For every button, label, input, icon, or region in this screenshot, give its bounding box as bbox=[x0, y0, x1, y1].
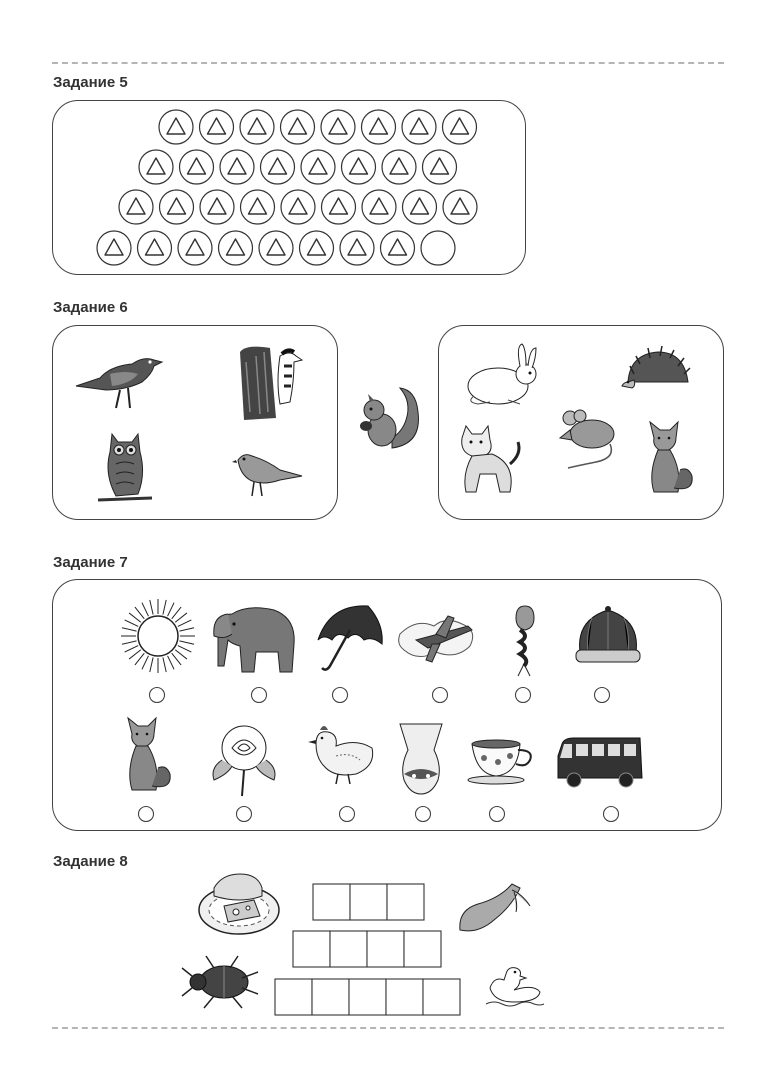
letter-box[interactable] bbox=[349, 979, 386, 1015]
letter-box[interactable] bbox=[330, 931, 367, 967]
letter-box[interactable] bbox=[312, 979, 349, 1015]
letter-box[interactable] bbox=[275, 979, 312, 1015]
letter-box[interactable] bbox=[350, 884, 387, 920]
task8-title: Задание 8 bbox=[53, 853, 128, 870]
task5-title: Задание 5 bbox=[53, 74, 128, 91]
letter-box[interactable] bbox=[293, 931, 330, 967]
letter-box[interactable] bbox=[387, 884, 424, 920]
letter-box[interactable] bbox=[367, 931, 404, 967]
bottom-dashed-divider bbox=[52, 1027, 724, 1029]
letter-box[interactable] bbox=[423, 979, 460, 1015]
letter-box[interactable] bbox=[313, 884, 350, 920]
letter-box[interactable] bbox=[386, 979, 423, 1015]
letter-box[interactable] bbox=[404, 931, 441, 967]
task6-title: Задание 6 bbox=[53, 299, 128, 316]
task7-title: Задание 7 bbox=[53, 554, 128, 571]
